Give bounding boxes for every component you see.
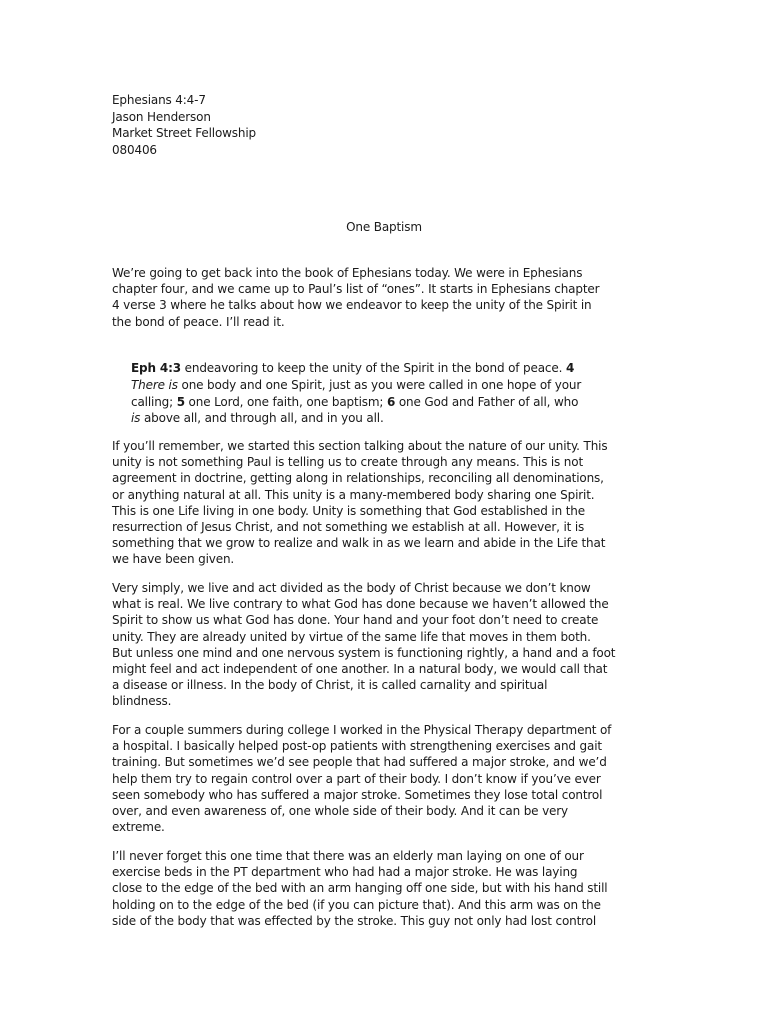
paragraph-line: agreement in doctrine, getting along in relationships, reconciling all denominations, <box>112 471 604 486</box>
header-author: Jason Henderson <box>112 109 211 124</box>
quote-italic: There is <box>131 377 178 392</box>
paragraph-line: unity is not something Paul is telling us to create through any means. This is not <box>112 455 583 470</box>
paragraph-line: holding on to the edge of the bed (if you can picture that). And this arm was on the <box>112 897 601 912</box>
paragraph-line: side of the body that was effected by the stroke. This guy not only had lost control <box>112 913 597 928</box>
paragraph-line: I’ll never forget this one time that there was an elderly man laying on one of our <box>112 849 584 863</box>
paragraph-line: resurrection of Jesus Christ, and not something we establish at all. However, it is <box>112 520 585 535</box>
paragraph-unity <box>112 438 657 568</box>
quote-text: above all, and through all, and in you all. <box>140 411 384 426</box>
quote-line <box>131 377 651 394</box>
header-church: Market Street Fellowship <box>112 126 257 140</box>
paragraph-line: chapter four, and we came up to Paul’s list of “ones”. It starts in Ephesians chapter <box>112 282 600 297</box>
sermon-header <box>112 92 256 158</box>
sermon-title: One Baptism <box>346 220 422 234</box>
paragraph-divided <box>112 580 657 710</box>
paragraph-line: 4 verse 3 where he talks about how we endeavor to keep the unity of the Spirit in <box>112 298 592 313</box>
paragraph-line: a disease or illness. In the body of Christ, it is called carnality and spiritual <box>112 678 548 693</box>
paragraph-line: might feel and act independent of one another. In a natural body, we would call that <box>112 662 608 677</box>
paragraph-line: help them try to regain control over a part of their body. I don’t know if you’ve ever <box>112 771 601 786</box>
quote-line <box>131 360 651 377</box>
paragraph-line: seen somebody who has suffered a major stroke. Sometimes they lose total control <box>112 787 603 802</box>
paragraph-intro <box>112 265 657 330</box>
verse-number: 6 <box>386 394 396 409</box>
quote-text: one body and one Spirit, just as you were called in one hope of your <box>177 377 582 392</box>
paragraph-line: or anything natural at all. This unity is a many-membered body sharing one Spirit. <box>112 487 595 502</box>
paragraph-line: something that we grow to realize and walk in as we learn and abide in the Life that <box>112 536 606 551</box>
paragraph-line: over, and even awareness of, one whole side of their body. And it can be very <box>112 804 568 819</box>
quote-line <box>131 394 651 411</box>
quote-text: calling; <box>131 394 177 409</box>
paragraph-line: a hospital. I basically helped post-op patients with strengthening exercises and gait <box>112 739 602 754</box>
paragraph-line: But unless one mind and one nervous system is functioning rightly, a hand and a foot <box>112 645 616 660</box>
scripture-quote <box>131 360 651 427</box>
paragraph-line: Spirit to show us what God has done. Your hand and your foot don’t need to create <box>112 613 599 628</box>
quote-text: one Lord, one faith, one baptism; <box>184 394 387 409</box>
quote-line <box>131 410 651 427</box>
quote-text: one God and Father of all, who <box>395 394 579 409</box>
paragraph-line: For a couple summers during college I worked in the Physical Therapy department of <box>112 723 612 737</box>
verse-number: 4 <box>565 361 575 375</box>
paragraph-line: blindness. <box>112 694 172 709</box>
paragraph-line: Very simply, we live and act divided as the body of Christ because we don’t know <box>112 581 591 595</box>
paragraph-line: extreme. <box>112 820 165 835</box>
paragraph-line: the bond of peace. I’ll read it. <box>112 314 285 329</box>
paragraph-stroke-story <box>112 848 657 929</box>
paragraph-therapy <box>112 722 657 835</box>
paragraph-line: We’re going to get back into the book of Ephesians today. We were in Ephesians <box>112 266 583 280</box>
paragraph-line: unity. They are already united by virtue of the same life that moves in them both. <box>112 629 591 644</box>
paragraph-line: exercise beds in the PT department who had had a major stroke. He was laying <box>112 865 578 880</box>
header-date-code: 080406 <box>112 142 157 157</box>
quote-reference: Eph 4:3 <box>131 361 181 375</box>
quote-text: endeavoring to keep the unity of the Spirit in the bond of peace. <box>180 361 566 375</box>
paragraph-line: what is real. We live contrary to what God has done because we haven’t allowed the <box>112 597 609 612</box>
paragraph-line: If you’ll remember, we started this section talking about the nature of our unity. This <box>112 439 608 453</box>
paragraph-line: we have been given. <box>112 552 235 567</box>
verse-number: 5 <box>176 394 185 409</box>
paragraph-line: close to the edge of the bed with an arm hanging off one side, but with his hand still <box>112 881 608 896</box>
paragraph-line: This is one Life living in one body. Unity is something that God established in the <box>112 503 585 518</box>
header-passage: Ephesians 4:4-7 <box>112 93 206 107</box>
paragraph-line: training. But sometimes we’d see people that had suffered a major stroke, and we’d <box>112 755 607 770</box>
quote-italic: is <box>131 411 141 426</box>
